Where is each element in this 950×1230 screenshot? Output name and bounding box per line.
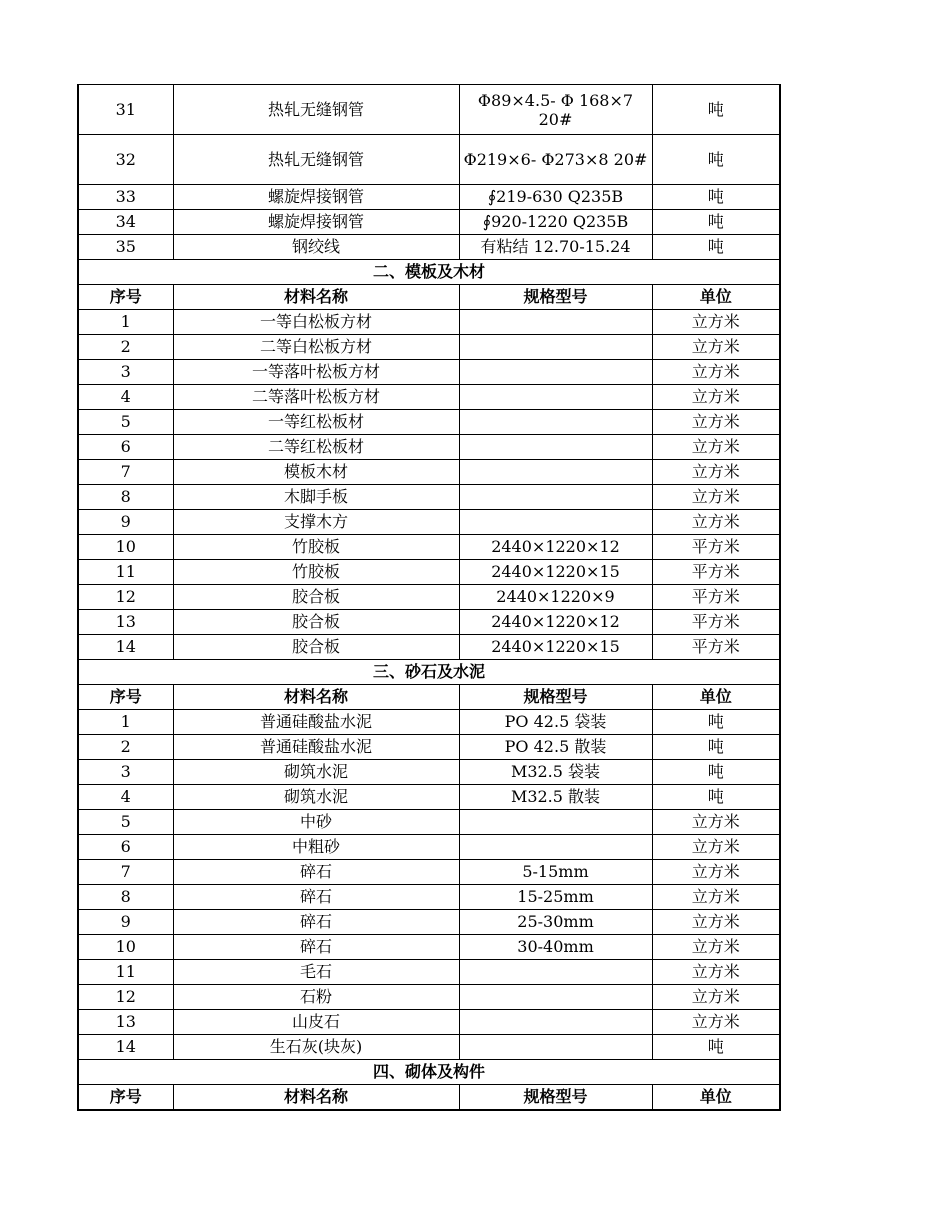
cell-unit[interactable]: 立方米 [652, 385, 780, 410]
cell-unit[interactable]: 吨 [652, 785, 780, 810]
cell-no[interactable]: 7 [78, 860, 173, 885]
header-cell-unit[interactable]: 单位 [652, 1085, 780, 1111]
cell-no[interactable]: 9 [78, 910, 173, 935]
cell-unit[interactable]: 立方米 [652, 410, 780, 435]
cell-name[interactable]: 二等白松板方材 [173, 335, 459, 360]
cell-unit[interactable]: 立方米 [652, 985, 780, 1010]
table-row [78, 710, 780, 735]
cell-unit[interactable]: 立方米 [652, 935, 780, 960]
table-row [78, 360, 780, 385]
cell-no[interactable]: 35 [78, 235, 173, 260]
cell-no[interactable]: 10 [78, 935, 173, 960]
table-row [78, 960, 780, 985]
cell-name[interactable]: 热轧无缝钢管 [173, 85, 459, 135]
cell-unit[interactable]: 立方米 [652, 435, 780, 460]
table-row [78, 185, 780, 210]
cell-spec[interactable] [459, 1035, 652, 1060]
table-row [78, 310, 780, 335]
cell-spec[interactable] [459, 435, 652, 460]
header-cell-no[interactable]: 序号 [78, 685, 173, 710]
cell-spec[interactable] [459, 410, 652, 435]
header-cell-no[interactable]: 序号 [78, 285, 173, 310]
cell-name[interactable]: 一等白松板方材 [173, 310, 459, 335]
cell-spec[interactable] [459, 335, 652, 360]
cell-unit[interactable]: 吨 [652, 710, 780, 735]
header-cell-name[interactable]: 材料名称 [173, 285, 459, 310]
cell-name[interactable]: 生石灰(块灰) [173, 1035, 459, 1060]
cell-unit[interactable]: 平方米 [652, 635, 780, 660]
header-row [78, 285, 780, 310]
table-row [78, 85, 780, 135]
cell-unit[interactable]: 立方米 [652, 860, 780, 885]
cell-unit[interactable]: 吨 [652, 235, 780, 260]
cell-spec[interactable]: 2440×1220×12 [459, 535, 652, 560]
header-cell-unit[interactable]: 单位 [652, 685, 780, 710]
cell-no[interactable]: 9 [78, 510, 173, 535]
cell-spec[interactable]: ∮219-630 Q235B [459, 185, 652, 210]
cell-spec[interactable] [459, 810, 652, 835]
table-row [78, 885, 780, 910]
table-row [78, 385, 780, 410]
cell-spec[interactable] [459, 485, 652, 510]
cell-no[interactable]: 6 [78, 835, 173, 860]
table-row [78, 135, 780, 185]
cell-no[interactable]: 11 [78, 560, 173, 585]
cell-spec[interactable]: 2440×1220×15 [459, 635, 652, 660]
cell-name[interactable]: 碎石 [173, 885, 459, 910]
table-row [78, 935, 780, 960]
table-row [78, 235, 780, 260]
section-title-row [78, 260, 780, 285]
cell-name[interactable]: 胶合板 [173, 585, 459, 610]
cell-unit[interactable]: 平方米 [652, 585, 780, 610]
cell-name[interactable]: 毛石 [173, 960, 459, 985]
cell-no[interactable]: 2 [78, 735, 173, 760]
cell-spec[interactable]: ∮920-1220 Q235B [459, 210, 652, 235]
cell-name[interactable]: 一等红松板材 [173, 410, 459, 435]
header-cell-spec[interactable]: 规格型号 [459, 1085, 652, 1111]
cell-name[interactable]: 碎石 [173, 860, 459, 885]
cell-unit[interactable]: 吨 [652, 185, 780, 210]
cell-name[interactable]: 石粉 [173, 985, 459, 1010]
cell-no[interactable]: 8 [78, 485, 173, 510]
cell-name[interactable]: 碎石 [173, 910, 459, 935]
cell-unit[interactable]: 立方米 [652, 510, 780, 535]
cell-unit[interactable]: 立方米 [652, 960, 780, 985]
cell-no[interactable]: 14 [78, 1035, 173, 1060]
cell-spec[interactable]: 5-15mm [459, 860, 652, 885]
cell-spec[interactable]: PO 42.5 散装 [459, 735, 652, 760]
cell-no[interactable]: 13 [78, 1010, 173, 1035]
cell-name[interactable]: 螺旋焊接钢管 [173, 185, 459, 210]
cell-name[interactable]: 热轧无缝钢管 [173, 135, 459, 185]
cell-spec[interactable]: 有粘结 12.70-15.24 [459, 235, 652, 260]
cell-unit[interactable]: 立方米 [652, 885, 780, 910]
header-row [78, 685, 780, 710]
table-row [78, 985, 780, 1010]
section-title-row [78, 660, 780, 685]
cell-unit[interactable]: 吨 [652, 735, 780, 760]
cell-name[interactable]: 普通硅酸盐水泥 [173, 710, 459, 735]
cell-no[interactable]: 1 [78, 310, 173, 335]
cell-unit[interactable]: 平方米 [652, 610, 780, 635]
header-row [78, 1085, 780, 1111]
cell-no[interactable]: 34 [78, 210, 173, 235]
cell-no[interactable]: 12 [78, 985, 173, 1010]
cell-no[interactable]: 33 [78, 185, 173, 210]
cell-name[interactable]: 一等落叶松板方材 [173, 360, 459, 385]
cell-no[interactable]: 32 [78, 135, 173, 185]
cell-name[interactable]: 钢绞线 [173, 235, 459, 260]
cell-unit[interactable]: 吨 [652, 210, 780, 235]
cell-spec[interactable]: 2440×1220×12 [459, 610, 652, 635]
cell-name[interactable]: 砌筑水泥 [173, 785, 459, 810]
cell-spec[interactable]: Φ89×4.5- Φ 168×7 20# [459, 85, 652, 135]
section-title[interactable]: 三、砂石及水泥 [78, 660, 780, 685]
cell-name[interactable]: 普通硅酸盐水泥 [173, 735, 459, 760]
table-row [78, 1010, 780, 1035]
cell-no[interactable]: 8 [78, 885, 173, 910]
cell-unit[interactable]: 立方米 [652, 810, 780, 835]
table-row [78, 910, 780, 935]
table-row [78, 860, 780, 885]
cell-no[interactable]: 12 [78, 585, 173, 610]
table-row [78, 560, 780, 585]
header-cell-name[interactable]: 材料名称 [173, 1085, 459, 1111]
cell-name[interactable]: 支撑木方 [173, 510, 459, 535]
cell-name[interactable]: 山皮石 [173, 1010, 459, 1035]
cell-no[interactable]: 5 [78, 810, 173, 835]
cell-name[interactable]: 木脚手板 [173, 485, 459, 510]
table-row [78, 735, 780, 760]
cell-no[interactable]: 4 [78, 785, 173, 810]
cell-unit[interactable]: 立方米 [652, 360, 780, 385]
table-row [78, 210, 780, 235]
cell-spec[interactable] [459, 460, 652, 485]
header-cell-name[interactable]: 材料名称 [173, 685, 459, 710]
cell-unit[interactable]: 立方米 [652, 485, 780, 510]
cell-unit[interactable]: 立方米 [652, 1010, 780, 1035]
cell-name[interactable]: 模板木材 [173, 460, 459, 485]
cell-spec[interactable]: M32.5 散装 [459, 785, 652, 810]
cell-spec[interactable]: 15-25mm [459, 885, 652, 910]
cell-unit[interactable]: 立方米 [652, 910, 780, 935]
cell-spec[interactable]: 2440×1220×9 [459, 585, 652, 610]
cell-no[interactable]: 4 [78, 385, 173, 410]
cell-name[interactable]: 胶合板 [173, 610, 459, 635]
cell-no[interactable]: 2 [78, 335, 173, 360]
cell-no[interactable]: 10 [78, 535, 173, 560]
cell-no[interactable]: 13 [78, 610, 173, 635]
cell-unit[interactable]: 吨 [652, 135, 780, 185]
cell-spec[interactable] [459, 310, 652, 335]
cell-no[interactable]: 11 [78, 960, 173, 985]
cell-spec[interactable] [459, 385, 652, 410]
cell-no[interactable]: 7 [78, 460, 173, 485]
cell-unit[interactable]: 吨 [652, 1035, 780, 1060]
cell-unit[interactable]: 立方米 [652, 335, 780, 360]
cell-name[interactable]: 砌筑水泥 [173, 760, 459, 785]
cell-spec[interactable] [459, 985, 652, 1010]
section-title-row [78, 1060, 780, 1085]
table-row [78, 535, 780, 560]
cell-spec[interactable] [459, 1010, 652, 1035]
section-title[interactable]: 四、砌体及构件 [78, 1060, 780, 1085]
cell-name[interactable]: 二等落叶松板方材 [173, 385, 459, 410]
cell-spec[interactable] [459, 835, 652, 860]
cell-name[interactable]: 竹胶板 [173, 560, 459, 585]
table-row [78, 460, 780, 485]
table-row [78, 1035, 780, 1060]
cell-spec[interactable] [459, 510, 652, 535]
cell-spec[interactable] [459, 960, 652, 985]
table-row [78, 785, 780, 810]
table-row [78, 435, 780, 460]
cell-name[interactable]: 中砂 [173, 810, 459, 835]
cell-spec[interactable]: 30-40mm [459, 935, 652, 960]
table-row [78, 810, 780, 835]
cell-name[interactable]: 胶合板 [173, 635, 459, 660]
table-row [78, 635, 780, 660]
cell-unit[interactable]: 立方米 [652, 835, 780, 860]
cell-no[interactable]: 1 [78, 710, 173, 735]
cell-unit[interactable]: 平方米 [652, 560, 780, 585]
header-cell-unit[interactable]: 单位 [652, 285, 780, 310]
table-row [78, 610, 780, 635]
table-row [78, 835, 780, 860]
cell-unit[interactable]: 立方米 [652, 310, 780, 335]
cell-name[interactable]: 碎石 [173, 935, 459, 960]
cell-no[interactable]: 5 [78, 410, 173, 435]
cell-spec[interactable]: Φ219×6- Φ273×8 20# [459, 135, 652, 185]
cell-name[interactable]: 中粗砂 [173, 835, 459, 860]
cell-no[interactable]: 3 [78, 360, 173, 385]
cell-spec[interactable] [459, 360, 652, 385]
cell-spec[interactable]: M32.5 袋装 [459, 760, 652, 785]
table-row [78, 335, 780, 360]
cell-no[interactable]: 3 [78, 760, 173, 785]
cell-no[interactable]: 6 [78, 435, 173, 460]
cell-name[interactable]: 二等红松板材 [173, 435, 459, 460]
table-row [78, 510, 780, 535]
section-title[interactable]: 二、模板及木材 [78, 260, 780, 285]
cell-spec[interactable]: 2440×1220×15 [459, 560, 652, 585]
table-row [78, 485, 780, 510]
table-row [78, 585, 780, 610]
table-row [78, 410, 780, 435]
cell-name[interactable]: 螺旋焊接钢管 [173, 210, 459, 235]
cell-unit[interactable]: 吨 [652, 760, 780, 785]
header-cell-spec[interactable]: 规格型号 [459, 685, 652, 710]
cell-no[interactable]: 14 [78, 635, 173, 660]
table-row [78, 760, 780, 785]
cell-unit[interactable]: 吨 [652, 85, 780, 135]
header-cell-no[interactable]: 序号 [78, 1085, 173, 1111]
cell-name[interactable]: 竹胶板 [173, 535, 459, 560]
header-cell-spec[interactable]: 规格型号 [459, 285, 652, 310]
materials-table [77, 84, 781, 1111]
cell-spec[interactable]: PO 42.5 袋装 [459, 710, 652, 735]
cell-spec[interactable]: 25-30mm [459, 910, 652, 935]
cell-unit[interactable]: 立方米 [652, 460, 780, 485]
cell-unit[interactable]: 平方米 [652, 535, 780, 560]
cell-no[interactable]: 31 [78, 85, 173, 135]
